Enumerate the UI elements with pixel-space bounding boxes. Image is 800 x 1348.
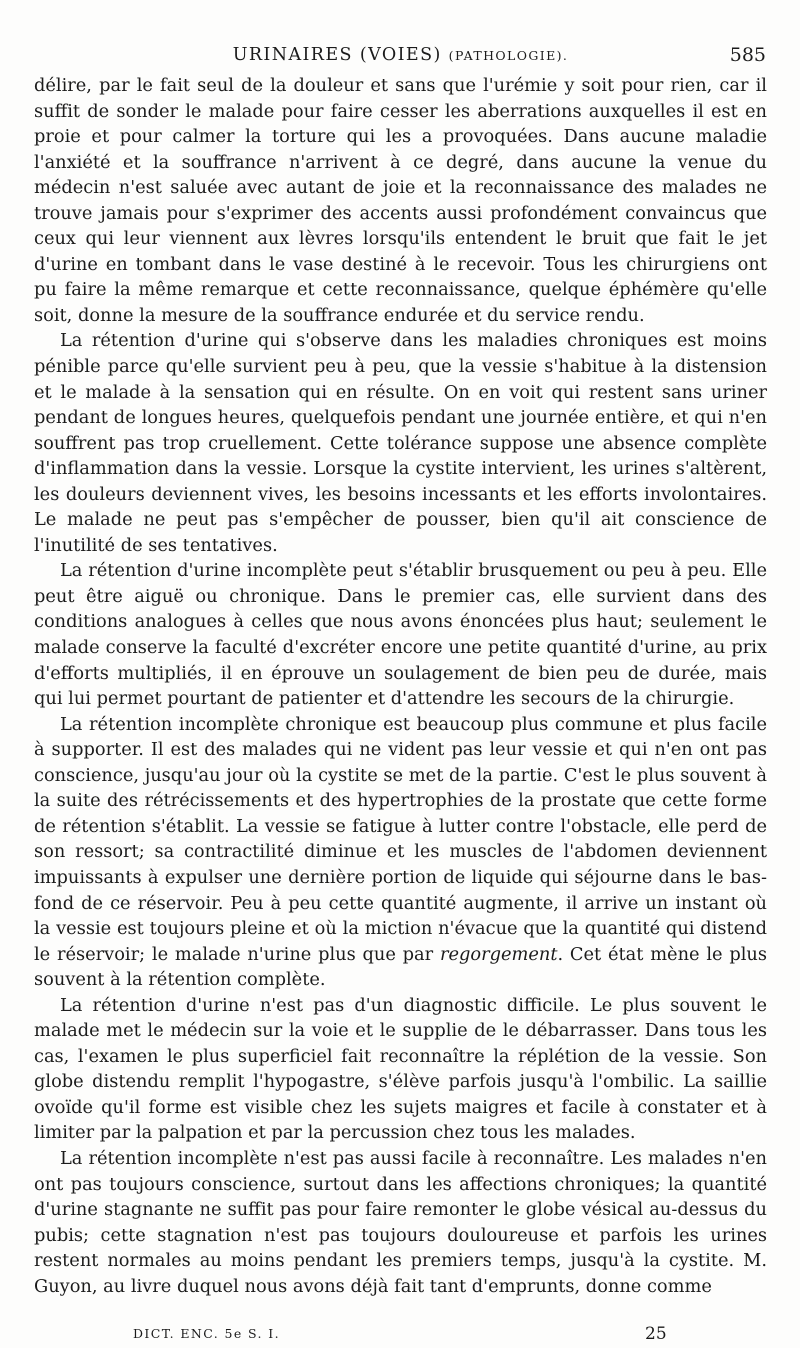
body-text: [34, 73, 767, 1299]
paragraph: La rétention d'urine n'est pas d'un diagnostic difficile. Le plus souvent le malade met le médecin sur la voie et le supplie de le débarrasser. Dans tous les cas, l'examen le plus superficiel fait reconnaître la réplétion de la vessie. Son globe distendu remplit l'hypogastre, s'élève parfois jusqu'à l'ombilic. La saillie ovoïde qu'il forme est visible chez les sujets maigres et facile à constater et à limiter par la palpation et par la percussion chez tous les malades.: [34, 994, 767, 1144]
paragraph-tail: . Cet état mène le plus souvent à la rétention complète.: [34, 943, 767, 991]
paragraph: La rétention d'urine qui s'observe dans les maladies chroniques est moins pénible parce qu'elle survient peu à peu, que la vessie s'habitue à la distension et le malade à la sensation qui en résulte. On en voit qui restent sans uriner pendant de longues heures, quelquefois pendant une journée entière, et qui n'en souffrent pas trop cruellement. Cette tolérance suppose une absence complète d'inflammation dans la vessie. Lorsque la cystite intervient, les urines s'altèrent, les douleurs deviennent vives, les besoins incessants et les efforts involontaires. Le malade ne peut pas s'empêcher de pousser, bien qu'il ait conscience de l'inutilité de ses tentatives.: [34, 330, 767, 556]
page-number: 585: [729, 44, 766, 66]
header-subtitle: (PATHOLOGIE).: [448, 48, 569, 63]
emphasis-term: regorgement: [439, 943, 558, 965]
header-title: URINAIRES (VOIES): [232, 45, 442, 65]
sheet-number: 25: [645, 1324, 667, 1344]
printer-signature: DICT. ENC. 5e S. I.: [133, 1326, 280, 1341]
running-header: [33, 40, 768, 70]
paragraph-text: La rétention incomplète chronique est beaucoup plus commune et plus facile à supporter. Il est des malades qui ne vident pas leur vessie et qui n'en ont pas conscience, jusqu'au jour où la cystite se met de la partie. C'est le plus souvent à la suite des rétrécissements et des hypertrophies de la prostate que cette forme de rétention s'établit. La vessie se fatigue à lutter contre l'obstacle, elle perd de son ressort; sa contractilité diminue et les muscles de l'abdomen deviennent impuissants à expulser une dernière portion de liquide qui séjourne dans le bas-fond de ce réservoir. Peu à peu cette quantité augmente, il arrive un instant où la vessie est toujours pleine et où la miction n'évacue que la quantité qui distend le réservoir; le malade n'urine plus que par: [34, 713, 767, 965]
paragraph: [34, 712, 767, 993]
page-footer: [33, 1322, 768, 1346]
running-title: [33, 40, 768, 71]
paragraph: délire, par le fait seul de la douleur et sans que l'urémie y soit pour rien, car il suffit de sonder le malade pour faire cesser les aberrations auxquelles il est en proie et pour calmer la torture qui les a provoquées. Dans aucune maladie l'anxiété et la souffrance n'arrivent à ce degré, dans aucune la venue du médecin n'est saluée avec autant de joie et la reconnaissance des malades ne trouve jamais pour s'exprimer des accents aussi profondément convaincus que ceux qui leur viennent aux lèvres lorsqu'ils entendent le bruit que fait le jet d'urine en tombant dans le vase destiné à le recevoir. Tous les chirurgiens ont pu faire la même remarque et cette reconnaissance, quelque éphémère qu'elle soit, donne la mesure de la souffrance endurée et du service rendu.: [34, 75, 767, 326]
paragraph: La rétention incomplète n'est pas aussi facile à reconnaître. Les malades n'en ont pas toujours conscience, surtout dans les affections chroniques; la quantité d'urine stagnante ne suffit pas pour faire remonter le globe vésical au-dessus du pubis; cette stagnation n'est pas toujours douloureuse et parfois les urines restent normales au moins pendant les premiers temps, jusqu'à la cystite. M. Guyon, au livre duquel nous avons déjà fait tant d'emprunts, donne comme: [34, 1147, 767, 1297]
paragraph: La rétention d'urine incomplète peut s'établir brusquement ou peu à peu. Elle peut être aiguë ou chronique. Dans le premier cas, elle survient dans des conditions analogues à celles que nous avons énoncées plus haut; seulement le malade conserve la faculté d'excréter encore une petite quantité d'urine, au prix d'efforts multipliés, il en éprouve un soulagement de bien peu de durée, mais qui lui permet pourtant de patienter et d'attendre les secours de la chirurgie.: [34, 560, 767, 710]
